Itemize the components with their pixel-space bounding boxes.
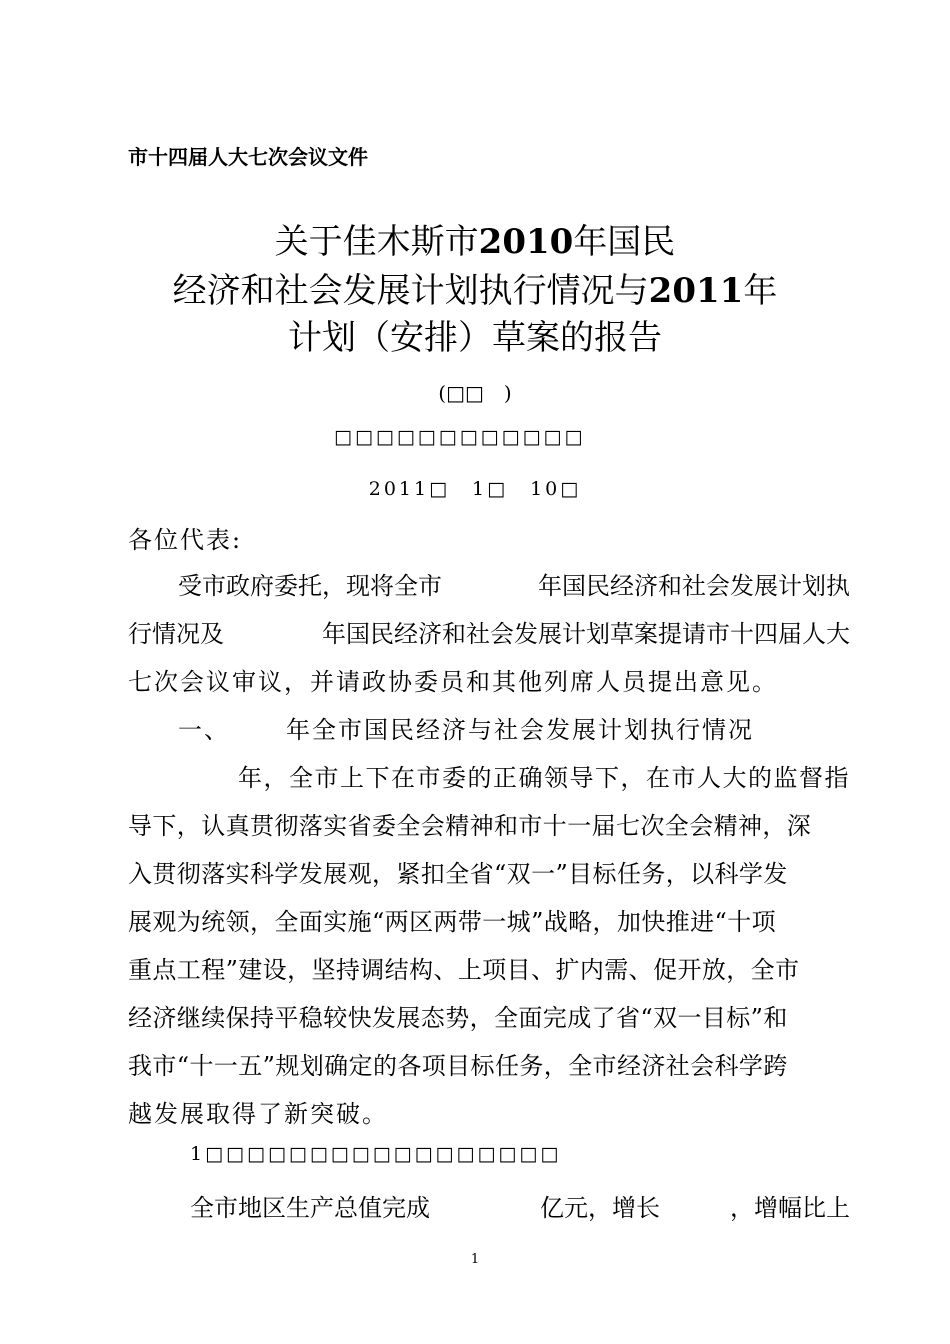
section-heading: 年全市国民经济与社会发展计划执行情况	[286, 716, 754, 744]
title-year: 2011	[648, 271, 744, 311]
salutation: 各位代表:	[128, 526, 243, 554]
report-date: 2011□ 1□ 10□	[368, 478, 582, 500]
text-segment: 年国民经济和社会发展计划草案提请市十四届人大	[322, 620, 850, 648]
section-number: 一、	[178, 716, 230, 744]
report-title-line-1	[0, 214, 950, 263]
paragraph-line: 重点工程”建设，坚持调结构、上项目、扩内需、促开放，全市	[128, 956, 800, 984]
paragraph-line: 展观为统领，全面实施“两区两带一城”战略，加快推进“十项	[128, 908, 777, 936]
session-label: 市十四届人大七次会议文件	[128, 145, 368, 169]
item-heading: 1□□□□□□□□□□□□□□□□□	[190, 1143, 562, 1165]
draft-marker: (□□ )	[438, 381, 512, 405]
page-number: 1	[470, 1252, 480, 1267]
text-segment: 行情况及	[128, 620, 224, 648]
paragraph-line	[128, 614, 850, 649]
paragraph-line	[128, 1188, 850, 1223]
paragraph-line: 越发展取得了新突破。	[128, 1100, 388, 1128]
paragraph-line: 我市“十一五”规划确定的各项目标任务，全市经济社会科学跨	[128, 1052, 788, 1080]
text-segment: 全市地区生产总值完成	[190, 1194, 430, 1222]
report-title-line-2	[0, 263, 950, 312]
paragraph-line: 年，全市上下在市委的正确领导下，在市人大的监督指	[238, 764, 850, 792]
paragraph-line	[128, 566, 850, 601]
title-text: 年国民	[573, 222, 676, 262]
text-segment: 亿元，增长	[540, 1194, 660, 1222]
paragraph-line: 导下，认真贯彻落实省委全会精神和市十一届七次全会精神，深	[128, 812, 812, 840]
text-segment: 受市政府委托，现将全市	[178, 572, 442, 600]
title-year: 2010	[478, 222, 574, 262]
report-title-line-3: 计划（安排）草案的报告	[288, 318, 662, 358]
text-segment: ，增幅比上	[730, 1194, 850, 1222]
paragraph-line: 入贯彻落实科学发展观，紧扣全省“双一”目标任务，以科学发	[128, 860, 788, 888]
issuer-line: □□□□□□□□□□□□	[334, 426, 586, 448]
title-text: 年	[743, 271, 778, 311]
title-text: 关于佳木斯市	[274, 222, 479, 262]
text-segment: 年国民经济和社会发展计划执	[538, 572, 850, 600]
title-text: 经济和社会发展计划执行情况与	[172, 271, 649, 311]
paragraph-line: 经济继续保持平稳较快发展态势，全面完成了省“双一目标”和	[128, 1004, 788, 1032]
paragraph-line: 七次会议审议，并请政协委员和其他列席人员提出意见。	[128, 668, 778, 696]
